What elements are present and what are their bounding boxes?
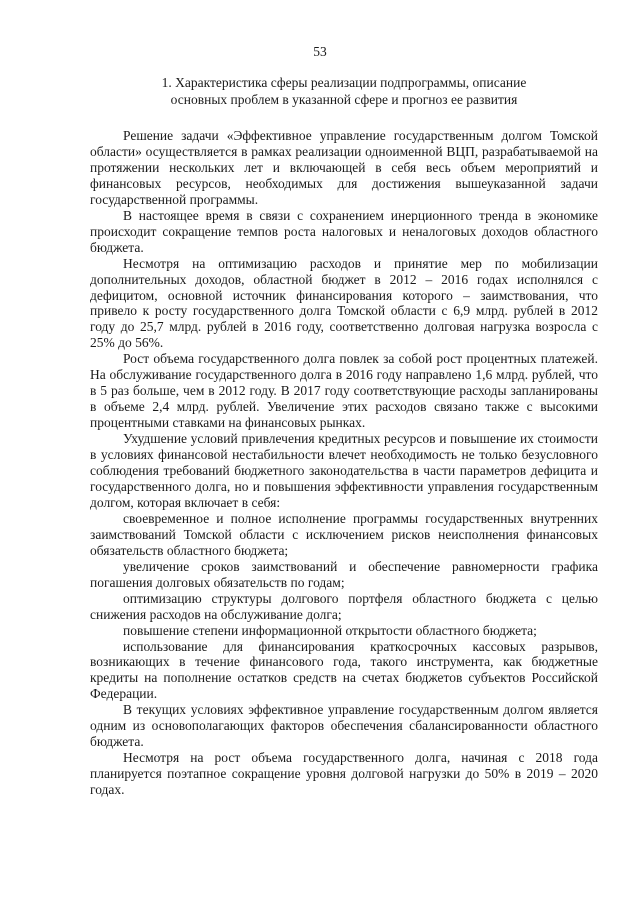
page-number: 53 <box>313 44 327 59</box>
list-item: оптимизацию структуры долгового портфеля областного бюджета с целью снижения расходов на обслуживание долга; <box>90 590 598 622</box>
body-text <box>90 128 598 798</box>
paragraph: Ухудшение условий привлечения кредитных ресурсов и повышение их стоимости в условиях финансовой нестабильности влечет необходимость не только безусловного соблюдения требований бюджетного законодательства в части параметров дефицита и государственного долга, но и повышения эффективности управления государственным долгом, которая включает в себя: <box>90 431 598 510</box>
paragraph: В текущих условиях эффективное управление государственным долгом является одним из основополагающих факторов обеспечения сбалансированности областного бюджета. <box>90 702 598 750</box>
list-item: своевременное и полное исполнение программы государственных внутренних заимствований Томской области с исключением рисков неисполнения финансовых обязательств областного бюджета; <box>90 510 598 558</box>
paragraph: В настоящее время в связи с сохранением инерционного тренда в экономике происходит сокращение темпов роста налоговых и неналоговых доходов областного бюджета. <box>90 207 598 255</box>
list-item: увеличение сроков заимствований и обеспечение равномерности графика погашения долговых обязательств по годам; <box>90 558 598 590</box>
section-heading <box>90 74 598 108</box>
paragraph: Несмотря на оптимизацию расходов и принятие мер по мобилизации дополнительных доходов, областной бюджет в 2012 – 2016 годах исполнялся с дефицитом, основной источник финансирования которого – заимствования, что привело к росту государственного долга Томской области с 6,9 млрд. рублей в 2012 году до 25,7 млрд. рублей в 2016 году, соответственно долговая нагрузка возросла с 25% до 56%. <box>90 255 598 351</box>
section-heading-line-1: 1. Характеристика сферы реализации подпрограммы, описание <box>161 75 527 90</box>
section-heading-line-2: основных проблем в указанной сфере и прогноз ее развития <box>170 92 518 107</box>
list-item: повышение степени информационной открытости областного бюджета; <box>123 622 537 638</box>
paragraph: Решение задачи «Эффективное управление государственным долгом Томской области» осуществляется в рамках реализации одноименной ВЦП, разрабатываемой на протяжении нескольких лет и включающей в себя весь объем мероприятий и финансовых ресурсов, необходимых для достижения вышеуказанной задачи государственной программы. <box>90 128 598 207</box>
paragraph: Несмотря на рост объема государственного долга, начиная с 2018 года планируется поэтапное сокращение уровня долговой нагрузки до 50% в 2019 – 2020 годах. <box>90 750 598 798</box>
list-item: использование для финансирования краткосрочных кассовых разрывов, возникающих в течение финансового года, такого инструмента, как бюджетные кредиты на пополнение остатков средств на счетах бюджетов субъектов Российской Федерации. <box>90 638 598 702</box>
paragraph: Рост объема государственного долга повлек за собой рост процентных платежей. На обслуживание государственного долга в 2016 году направлено 1,6 млрд. рублей, что в 5 раз больше, чем в 2012 году. В 2017 году соответствующие расходы запланированы в объеме 2,4 млрд. рублей. Увеличение этих расходов связано также с высокими процентными ставками на финансовых рынках. <box>90 351 598 431</box>
